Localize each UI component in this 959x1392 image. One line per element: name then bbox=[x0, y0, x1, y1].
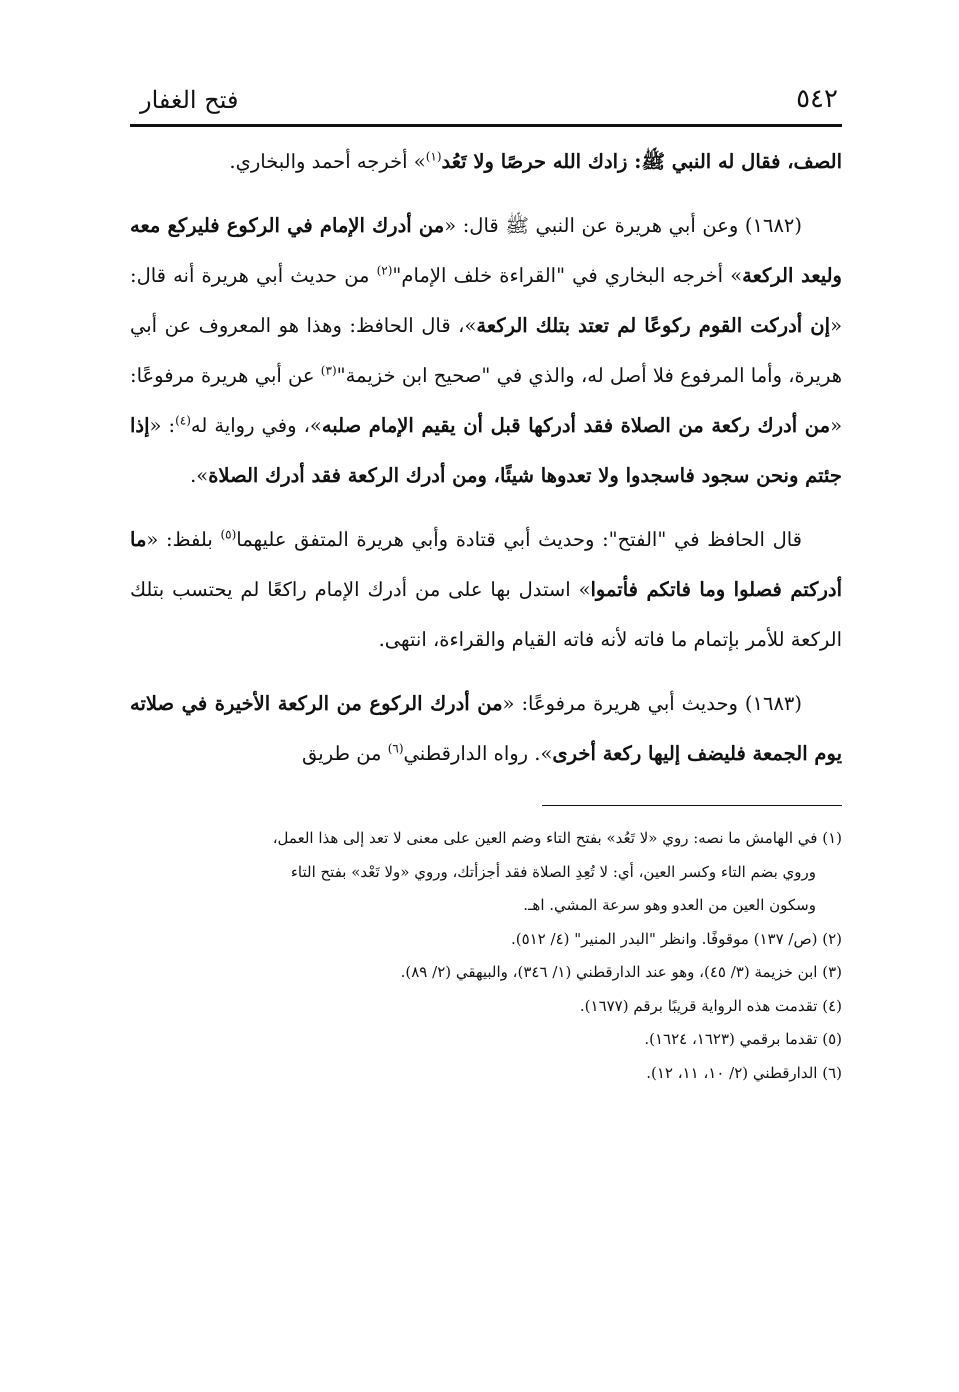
footnote-ref: (٥) bbox=[220, 527, 237, 542]
hadith-text: من أدرك ركعة من الصلاة فقد أدركها قبل أن يقيم الإمام صلبه bbox=[321, 414, 831, 437]
footnote-ref: (٣) bbox=[320, 363, 337, 378]
paragraph-1 bbox=[130, 137, 842, 187]
body-text: ». bbox=[190, 464, 209, 487]
body-text: بلفظ: « bbox=[146, 528, 221, 551]
hadith-text: ما أدركتم فصلوا وما فاتكم فأتموا bbox=[130, 528, 842, 601]
hadith-text: إن أدركت القوم ركوعًا لم تعتد بتلك الركعة bbox=[476, 314, 831, 337]
body-text: » أخرجه البخاري في "القراءة خلف الإمام" bbox=[392, 264, 743, 287]
hadith-text: إذا جئتم ونحن سجود فاسجدوا ولا تعدوها شيئًا، ومن أدرك الركعة فقد أدرك الصلاة bbox=[130, 414, 842, 487]
footnotes bbox=[130, 822, 842, 1090]
page-number: ٥٤٢ bbox=[796, 84, 838, 114]
body-text: من طريق bbox=[302, 742, 388, 765]
body-text: قال الحافظ في "الفتح": وحديث أبي قتادة وأبي هريرة المتفق عليهما bbox=[236, 528, 803, 551]
footnote-5: (٥) تقدما برقمي (١٦٢٣، ١٦٢٤). bbox=[644, 1030, 842, 1048]
hadith-number: (١٦٨٣) bbox=[744, 692, 803, 715]
footnote-ref: (٢) bbox=[376, 263, 393, 278]
footnote-ref: (٤) bbox=[175, 413, 191, 428]
book-page bbox=[130, 82, 842, 1372]
footnote-2: (٢) (ص/ ١٣٧) موقوفًا. وانظر "البدر المنير" (٤/ ٥١٢). bbox=[510, 929, 842, 948]
hadith-text: من أدرك الركوع من الركعة الأخيرة في صلاته يوم الجمعة فليضف إليها ركعة أخرى bbox=[130, 692, 842, 765]
body-text: وحديث أبي هريرة مرفوعًا: « bbox=[502, 692, 745, 715]
footnote-ref: (١) bbox=[425, 149, 442, 164]
book-title: فتح الغفار bbox=[140, 86, 239, 114]
hadith-text: الصف، فقال له النبي ﷺ: زادك الله حرصًا ولا تَعُد bbox=[441, 150, 842, 173]
footnote-3: (٣) ابن خزيمة (٣/ ٤٥)، وهو عند الدارقطني (١/ ٣٤٦)، والبيهقي (٢/ ٨٩). bbox=[400, 963, 842, 981]
footnote-1-continued: وروي بضم التاء وكسر العين، أي: لا تُعِدِ الصلاة فقد أجزأتك، وروي «ولا تَعْد» بفتح التاء bbox=[290, 862, 816, 881]
body-text: » أخرجه أحمد والبخاري. bbox=[229, 150, 426, 173]
hadith-number: (١٦٨٢) bbox=[744, 214, 803, 237]
paragraph-1683 bbox=[130, 679, 842, 779]
footnote-6: (٦) الدارقطني (٢/ ١٠، ١١، ١٢). bbox=[646, 1063, 842, 1082]
hadith-text: من أدرك الإمام في الركوع فليركع معه وليعد الركعة bbox=[130, 214, 842, 287]
body-text: ». رواه الدارقطني bbox=[403, 742, 553, 765]
paragraph-fath-quote bbox=[130, 515, 842, 665]
footnote-1: (١) في الهامش ما نصه: روي «لا تَعُد» بفتح التاء وضم العين على معنى لا تعد إلى هذا العمل، bbox=[272, 829, 842, 847]
body-text: من حديث أبي هريرة أنه قال: « bbox=[130, 264, 842, 337]
footnote-ref: (٦) bbox=[387, 741, 404, 756]
body-text: » استدل بها على من أدرك الإمام راكعًا لم يحتسب بتلك الركعة للأمر بإتمام ما فاته لأنه فاته القيام والقراءة، انتهى. bbox=[130, 578, 842, 651]
body-text: عن أبي هريرة مرفوعًا: « bbox=[130, 364, 842, 437]
body-text: »، وفي رواية له bbox=[190, 414, 322, 437]
main-text bbox=[130, 137, 842, 779]
body-text: : « bbox=[149, 414, 176, 437]
running-header bbox=[130, 82, 842, 127]
paragraph-1682 bbox=[130, 201, 842, 501]
footnote-4: (٤) تقدمت هذه الرواية قريبًا برقم (١٦٧٧). bbox=[579, 996, 842, 1015]
body-text: وعن أبي هريرة عن النبي ﷺ قال: « bbox=[444, 214, 745, 237]
body-text: »، قال الحافظ: وهذا هو المعروف عن أبي هريرة، وأما المرفوع فلا أصل له، والذي في "صحيح ابن خزيمة" bbox=[130, 314, 842, 387]
footnote-1-continued: وسكون العين من العدو وهو سرعة المشي. اهـ. bbox=[523, 896, 816, 914]
footnote-separator bbox=[542, 805, 842, 806]
